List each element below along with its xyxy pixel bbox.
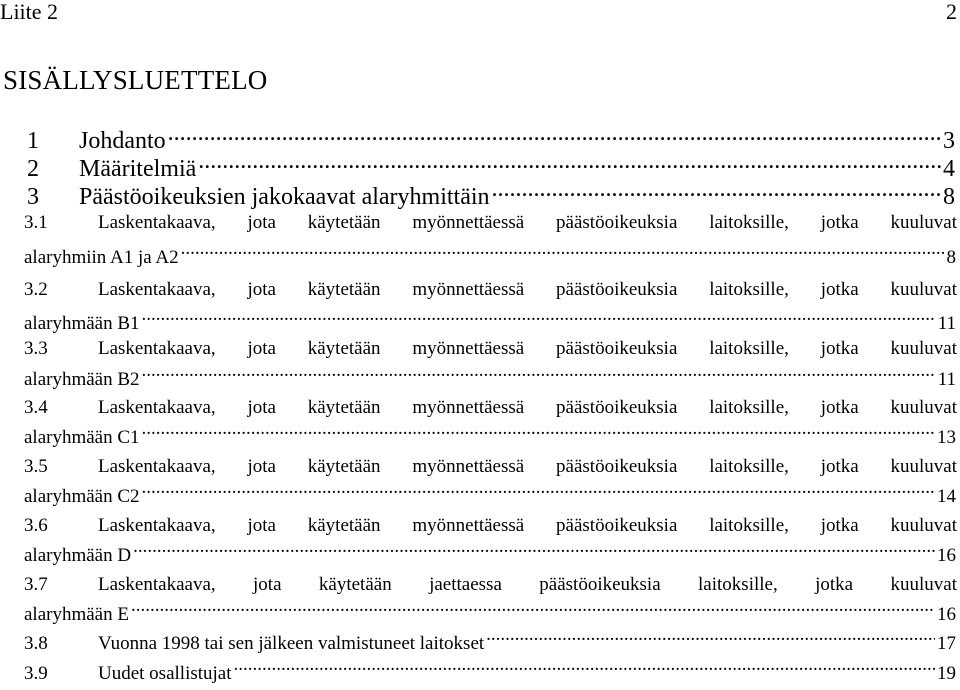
toc-entry-page: 11 bbox=[937, 313, 956, 334]
dot-leader bbox=[142, 366, 936, 385]
toc-entry-title: Määritelmiä bbox=[79, 156, 197, 182]
toc-entry-title: Uudet osallistujat bbox=[98, 663, 232, 684]
toc-entry-number: 3.1 bbox=[24, 212, 48, 233]
toc-entry-3-6-line2[interactable] bbox=[24, 542, 956, 568]
toc-entry-number: 3.5 bbox=[24, 456, 48, 477]
toc-entry-chapter-1[interactable] bbox=[27, 124, 955, 152]
toc-entry-title-continued: alaryhmiin A1 ja A2 bbox=[24, 247, 179, 268]
toc-entry-page: 8 bbox=[946, 247, 956, 268]
toc-entry-number: 3.7 bbox=[24, 574, 48, 595]
toc-entry-title: Laskentakaava, jota käytetään myönnettäessä päästöoikeuksia laitoksille, jotka kuuluvat bbox=[98, 212, 957, 233]
toc-entry-3-7-line1[interactable] bbox=[24, 572, 957, 598]
toc-entry-3-8[interactable] bbox=[24, 630, 956, 656]
toc-entry-3-5-line2[interactable] bbox=[24, 483, 956, 509]
toc-entry-title: Päästöoikeuksien jakokaavat alaryhmittäin bbox=[79, 184, 490, 210]
dot-leader bbox=[486, 630, 935, 649]
toc-entry-page: 16 bbox=[937, 604, 956, 625]
dot-leader bbox=[133, 542, 935, 561]
toc-entry-page: 3 bbox=[943, 128, 955, 154]
toc-entry-title: Laskentakaava, jota käytetään myönnettäessä päästöoikeuksia laitoksille, jotka kuuluvat bbox=[98, 456, 957, 477]
toc-entry-page: 14 bbox=[937, 486, 956, 507]
toc-entry-3-3-line1[interactable] bbox=[24, 336, 957, 362]
dot-leader bbox=[142, 310, 936, 329]
dot-leader bbox=[168, 124, 941, 148]
toc-entry-number: 3.9 bbox=[24, 663, 48, 684]
toc-entry-3-4-line1[interactable] bbox=[24, 395, 957, 421]
toc-entry-title-continued: alaryhmään C1 bbox=[24, 427, 140, 448]
toc-entry-title-continued: alaryhmään B1 bbox=[24, 313, 140, 334]
appendix-label: Liite 2 bbox=[0, 0, 59, 24]
toc-entry-3-2-line1[interactable] bbox=[24, 277, 957, 303]
toc-entry-3-6-line1[interactable] bbox=[24, 513, 957, 539]
toc-entry-number: 3.4 bbox=[24, 397, 48, 418]
dot-leader bbox=[142, 483, 935, 502]
dot-leader bbox=[142, 424, 935, 443]
toc-entry-title-continued: alaryhmään B2 bbox=[24, 369, 140, 390]
toc-entry-title: Laskentakaava, jota käytetään myönnettäessä päästöoikeuksia laitoksille, jotka kuuluvat bbox=[98, 515, 957, 536]
toc-entry-3-3-line2[interactable] bbox=[24, 366, 956, 392]
toc-entry-3-7-line2[interactable] bbox=[24, 601, 956, 627]
dot-leader bbox=[131, 601, 935, 620]
toc-entry-chapter-3[interactable] bbox=[27, 180, 955, 208]
running-header bbox=[0, 0, 960, 24]
toc-entry-number: 3 bbox=[27, 184, 39, 210]
toc-entry-number: 1 bbox=[27, 128, 39, 154]
toc-entry-page: 17 bbox=[937, 633, 956, 654]
toc-entry-page: 4 bbox=[943, 156, 955, 182]
toc-entry-page: 19 bbox=[937, 663, 956, 684]
toc-entry-title: Vuonna 1998 tai sen jälkeen valmistuneet laitokset bbox=[98, 633, 485, 654]
page-title: SISÄLLYSLUETTELO bbox=[3, 65, 268, 95]
toc-entry-title: Johdanto bbox=[79, 128, 166, 154]
toc-entry-3-9[interactable] bbox=[24, 660, 956, 686]
toc-entry-3-1-line2[interactable] bbox=[24, 244, 956, 270]
toc-entry-number: 2 bbox=[27, 156, 39, 182]
toc-entry-title-continued: alaryhmään C2 bbox=[24, 486, 140, 507]
toc-entry-page: 16 bbox=[937, 545, 956, 566]
dot-leader bbox=[234, 660, 935, 679]
toc-entry-title: Laskentakaava, jota käytetään myönnettäessä päästöoikeuksia laitoksille, jotka kuuluvat bbox=[98, 338, 957, 359]
toc-entry-number: 3.8 bbox=[24, 633, 48, 654]
toc-entry-3-2-line2[interactable] bbox=[24, 310, 956, 336]
toc-entry-chapter-2[interactable] bbox=[27, 152, 955, 180]
toc-entry-title: Laskentakaava, jota käytetään myönnettäessä päästöoikeuksia laitoksille, jotka kuuluvat bbox=[98, 279, 957, 300]
toc-entry-title-continued: alaryhmään D bbox=[24, 545, 132, 566]
toc-entry-3-1-line1[interactable] bbox=[24, 210, 957, 236]
toc-entry-page: 8 bbox=[943, 184, 955, 210]
toc-entry-title-continued: alaryhmään E bbox=[24, 604, 129, 625]
toc-entry-page: 11 bbox=[937, 369, 956, 390]
page-number: 2 bbox=[946, 0, 957, 24]
dot-leader bbox=[492, 180, 941, 204]
dot-leader bbox=[181, 244, 945, 263]
toc-entry-title: Laskentakaava, jota käytetään myönnettäessä päästöoikeuksia laitoksille, jotka kuuluvat bbox=[98, 397, 957, 418]
toc-entry-number: 3.3 bbox=[24, 338, 48, 359]
toc-entry-3-4-line2[interactable] bbox=[24, 424, 956, 450]
toc-entry-number: 3.2 bbox=[24, 279, 48, 300]
toc-entry-number: 3.6 bbox=[24, 515, 48, 536]
dot-leader bbox=[198, 152, 941, 176]
toc-entry-title: Laskentakaava, jota käytetään jaettaessa päästöoikeuksia laitoksille, jotka kuuluvat bbox=[98, 574, 957, 595]
toc-entry-page: 13 bbox=[937, 427, 956, 448]
toc-entry-3-5-line1[interactable] bbox=[24, 454, 957, 480]
